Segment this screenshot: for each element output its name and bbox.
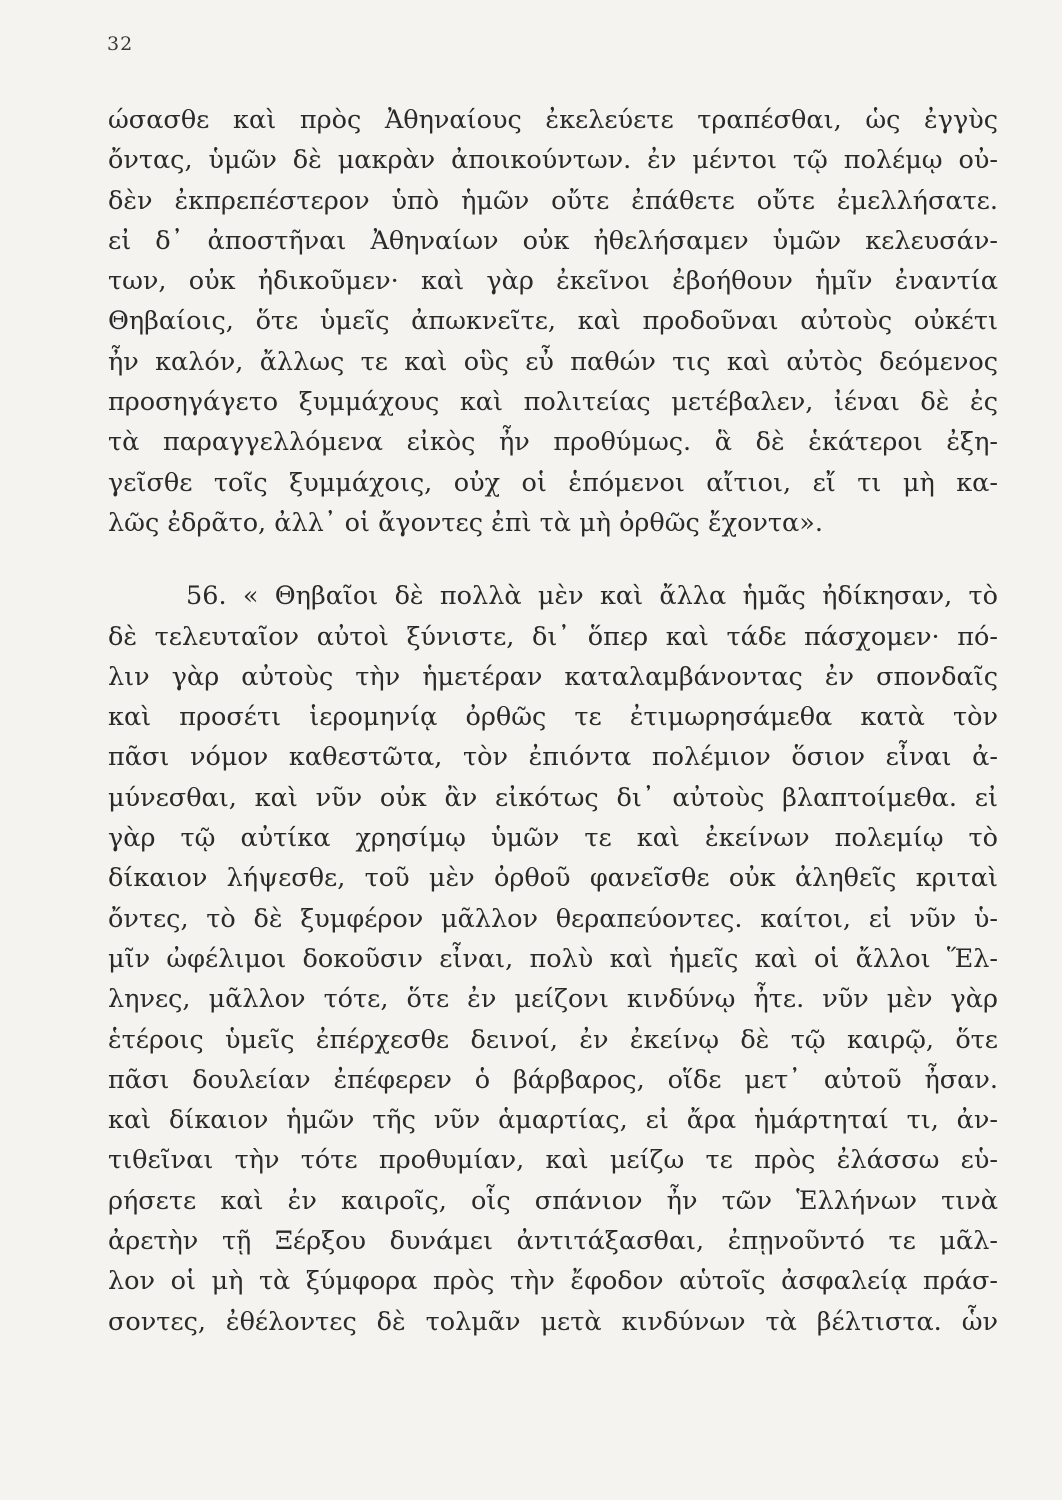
text-line: λιν γὰρ αὐτοὺς τὴν ἡμετέραν καταλαμβάνοντας ἐν σπονδαῖς — [108, 661, 998, 692]
page-number: 32 — [107, 33, 134, 55]
paragraph-1 — [108, 100, 998, 543]
text-line: γεῖσθε τοῖς ξυμμάχοις, οὐχ οἱ ἑπόμενοι αἴτιοι, εἴ τι μὴ κα- — [108, 467, 998, 498]
text-line: τὰ παραγγελλόμενα εἰκὸς ἦν προθύμως. ἃ δὲ ἑκάτεροι ἐξη- — [108, 427, 998, 458]
text-line: λον οἱ μὴ τὰ ξύμφορα πρὸς τὴν ἔφοδον αὑτοῖς ἀσφαλείᾳ πράσ- — [108, 1266, 998, 1297]
text-line: ώσασθε καὶ πρὸς Ἀθηναίους ἐκελεύετε τραπέσθαι, ὡς ἐγγὺς — [108, 105, 998, 135]
text-line: εἰ δ᾽ ἀποστῆναι Ἀθηναίων οὐκ ἠθελήσαμεν ὑμῶν κελευσάν- — [108, 225, 998, 256]
text-line: σοντες, ἐθέλοντες δὲ τολμᾶν μετὰ κινδύνων τὰ βέλτιστα. ὧν — [108, 1306, 998, 1337]
text-line: πᾶσι δουλείαν ἐπέφερεν ὁ βάρβαρος, οἵδε μετ᾽ αὐτοῦ ἦσαν. — [108, 1064, 998, 1095]
text-line: ἀρετὴν τῇ Ξέρξου δυνάμει ἀντιτάξασθαι, ἐπῃνοῦντό τε μᾶλ- — [108, 1226, 998, 1257]
text-line: δὲ τελευταῖον αὐτοὶ ξύνιστε, δι᾽ ὅπερ καὶ τάδε πάσχομεν· πό- — [108, 621, 998, 652]
text-line: ληνες, μᾶλλον τότε, ὅτε ἐν μείζονι κινδύνῳ ἦτε. νῦν μὲν γὰρ — [108, 984, 998, 1015]
text-line: προσηγάγετο ξυμμάχους καὶ πολιτείας μετέβαλεν, ἰέναι δὲ ἐς — [108, 387, 998, 418]
text-line: μύνεσθαι, καὶ νῦν οὐκ ἂν εἰκότως δι᾽ αὐτοὺς βλαπτοίμεθα. εἰ — [108, 782, 998, 813]
text-line: πᾶσι νόμον καθεστῶτα, τὸν ἐπιόντα πολέμιον ὅσιον εἶναι ἀ- — [108, 742, 998, 773]
paragraph-gap — [108, 543, 998, 576]
text-line: ἑτέροις ὑμεῖς ἐπέρχεσθε δεινοί, ἐν ἐκείνῳ δὲ τῷ καιρῷ, ὅτε — [108, 1024, 998, 1055]
text-line: γὰρ τῷ αὐτίκα χρησίμῳ ὑμῶν τε καὶ ἐκείνων πολεμίῳ τὸ — [108, 823, 998, 854]
paragraph-2 — [108, 576, 998, 1342]
text-line: ὄντας, ὑμῶν δὲ μακρὰν ἀποικούντων. ἐν μέντοι τῷ πολέμῳ οὐ- — [108, 145, 998, 176]
text-line: των, οὐκ ἠδικοῦμεν· καὶ γὰρ ἐκεῖνοι ἐβοήθουν ἡμῖν ἐναντία — [108, 266, 998, 297]
text-line: δὲν ἐκπρεπέστερον ὑπὸ ἡμῶν οὔτε ἐπάθετε οὔτε ἐμελλήσατε. — [108, 185, 998, 216]
body-text — [108, 100, 998, 1342]
text-line: λῶς ἐδρᾶτο, ἀλλ᾽ οἱ ἄγοντες ἐπὶ τὰ μὴ ὀρθῶς ἔχοντα». — [108, 507, 823, 538]
text-line: καὶ δίκαιον ἡμῶν τῆς νῦν ἁμαρτίας, εἰ ἄρα ἡμάρτηταί τι, ἀν- — [108, 1105, 998, 1136]
text-line: καὶ προσέτι ἱερομηνίᾳ ὀρθῶς τε ἐτιμωρησάμεθα κατὰ τὸν — [108, 702, 998, 733]
text-line: δίκαιον λήψεσθε, τοῦ μὲν ὀρθοῦ φανεῖσθε οὐκ ἀληθεῖς κριταὶ — [108, 863, 998, 894]
text-line: ἦν καλόν, ἄλλως τε καὶ οὓς εὖ παθών τις καὶ αὐτὸς δεόμενος — [108, 346, 998, 377]
text-line: Θηβαίοις, ὅτε ὑμεῖς ἀπωκνεῖτε, καὶ προδοῦναι αὐτοὺς οὐκέτι — [108, 306, 998, 337]
text-line: μῖν ὠφέλιμοι δοκοῦσιν εἶναι, πολὺ καὶ ἡμεῖς καὶ οἱ ἄλλοι Ἕλ- — [108, 943, 998, 974]
text-line: ὄντες, τὸ δὲ ξυμφέρον μᾶλλον θεραπεύοντες. καίτοι, εἰ νῦν ὑ- — [108, 903, 998, 934]
text-line: ρήσετε καὶ ἐν καιροῖς, οἷς σπάνιον ἦν τῶν Ἑλλήνων τινὰ — [108, 1185, 998, 1216]
text-line: 56. « Θηβαῖοι δὲ πολλὰ μὲν καὶ ἄλλα ἡμᾶς ἠδίκησαν, τὸ — [186, 581, 998, 612]
text-line: τιθεῖναι τὴν τότε προθυμίαν, καὶ μείζω τε πρὸς ἐλάσσω εὑ- — [108, 1145, 998, 1176]
